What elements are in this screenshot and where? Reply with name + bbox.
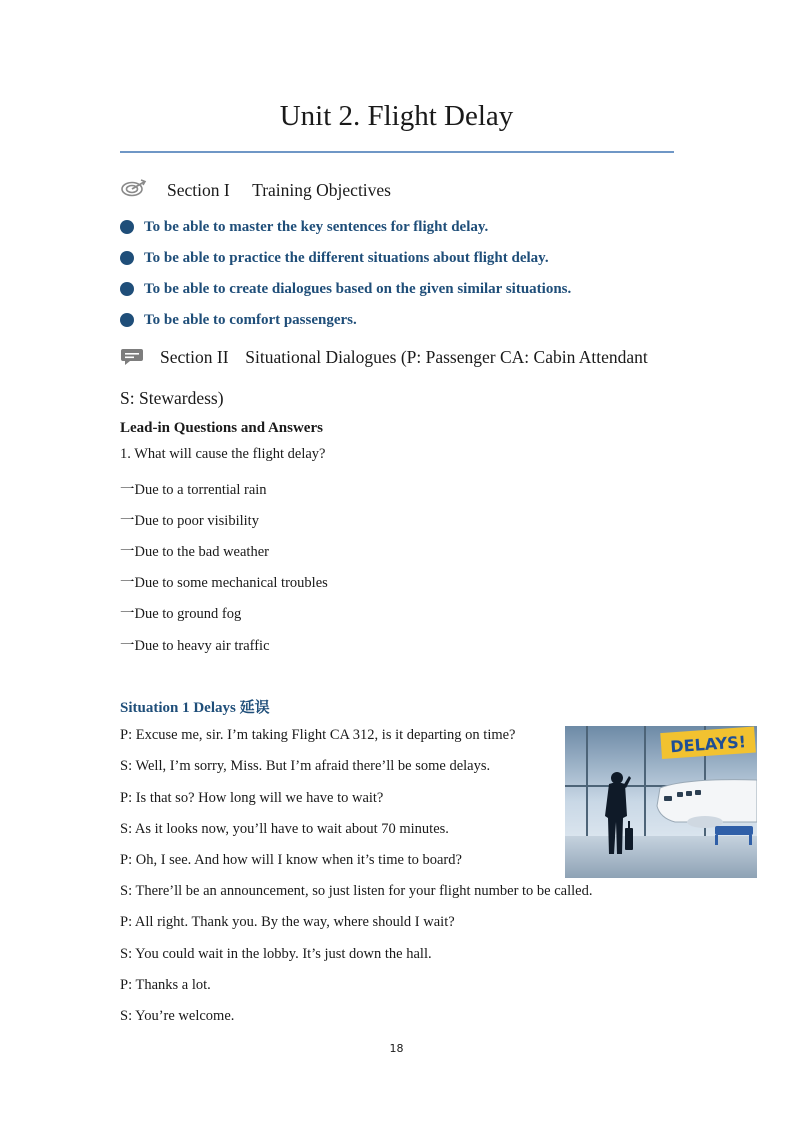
answer-item: 一Due to the bad weather [120, 544, 269, 560]
bullet-icon [120, 251, 134, 265]
answer-item: 一Due to poor visibility [120, 513, 259, 529]
leadin-heading: Lead-in Questions and Answers [120, 420, 323, 436]
delays-sign-text: DELAYS! [669, 732, 747, 757]
dialogue-line: P: Oh, I see. And how will I know when it’s time to board? [120, 852, 462, 868]
objective-text: To be able to comfort passengers. [144, 311, 357, 328]
answer-item: 一Due to heavy air traffic [120, 638, 270, 654]
objective-item [120, 247, 549, 269]
objective-text: To be able to practice the different situations about flight delay. [144, 249, 549, 266]
page-title: Unit 2. Flight Delay [279, 100, 514, 132]
bullet-icon [120, 282, 134, 296]
situation-heading: Situation 1 Delays 延误 [120, 700, 270, 716]
title-divider [120, 151, 674, 153]
dialogue-line: S: You could wait in the lobby. It’s just down the hall. [120, 946, 432, 962]
objective-item [120, 216, 488, 238]
answer-item: 一Due to ground fog [120, 606, 242, 622]
dialogue-line: P: Excuse me, sir. I’m taking Flight CA 312, is it departing on time? [120, 727, 516, 743]
section-2-heading [160, 347, 648, 368]
answer-item: 一Due to a torrential rain [120, 482, 267, 498]
section-1-heading [167, 180, 391, 201]
target-icon [120, 179, 148, 199]
dialogue-line: S: You’re welcome. [120, 1008, 235, 1024]
section-2-title-continued: S: Stewardess) [120, 388, 224, 408]
dialogue-line: P: Is that so? How long will we have to wait? [120, 790, 384, 806]
dialogue-line: S: As it looks now, you’ll have to wait about 70 minutes. [120, 821, 449, 837]
chat-icon [120, 347, 148, 367]
page-number: 18 [389, 1042, 404, 1055]
dialogue-line: S: Well, I’m sorry, Miss. But I’m afraid there’ll be some delays. [120, 758, 491, 774]
section-2-title: Situational Dialogues (P: Passenger CA: Cabin Attendant [245, 347, 648, 367]
objective-text: To be able to master the key sentences for flight delay. [144, 218, 489, 235]
bullet-icon [120, 313, 134, 327]
dialogue-line: P: All right. Thank you. By the way, where should I wait? [120, 914, 455, 930]
dialogue-line: P: Thanks a lot. [120, 977, 211, 993]
section-1-title: Training Objectives [252, 180, 391, 200]
answer-item: 一Due to some mechanical troubles [120, 575, 328, 591]
objective-item [120, 278, 571, 300]
objective-text: To be able to create dialogues based on the given similar situations. [144, 280, 572, 297]
section-2-label: Section II [160, 347, 229, 367]
bullet-icon [120, 220, 134, 234]
objective-item [120, 309, 357, 331]
section-1-label: Section I [167, 180, 230, 200]
delays-airport-image [565, 726, 757, 878]
dialogue-line: S: There’ll be an announcement, so just listen for your flight number to be called. [120, 883, 593, 899]
leadin-question: 1. What will cause the flight delay? [120, 446, 326, 462]
